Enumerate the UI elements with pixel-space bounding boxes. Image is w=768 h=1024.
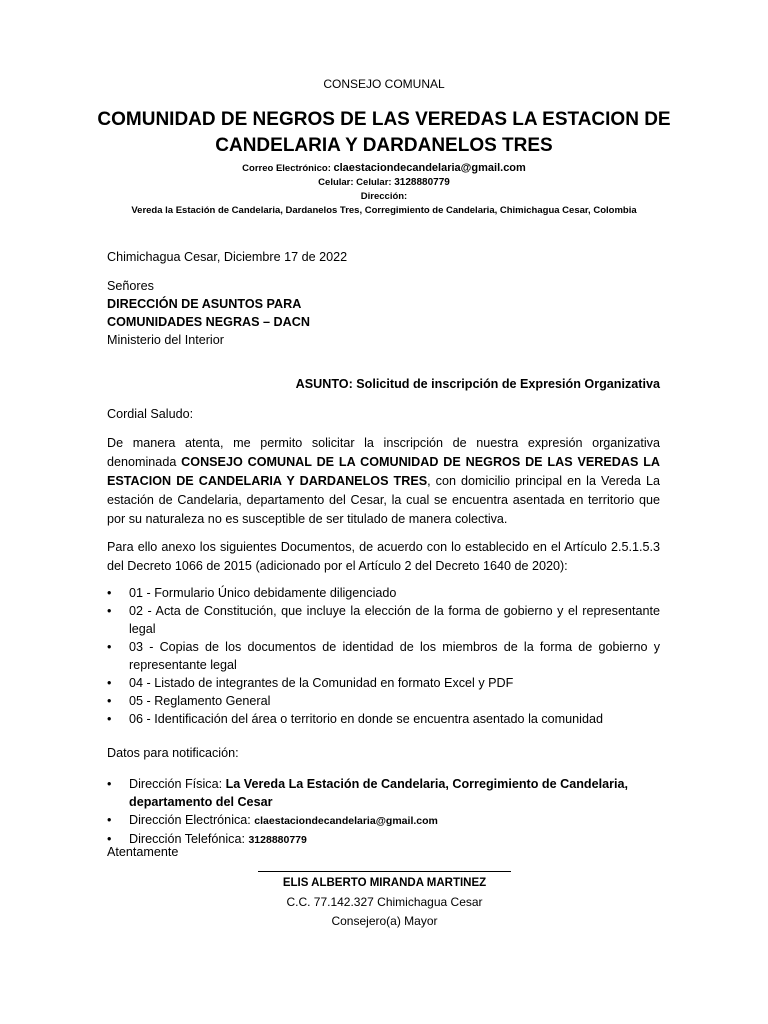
email-value: claestaciondecandelaria@gmail.com xyxy=(333,162,526,174)
document-text: 06 - Identificación del área o territorio en donde se encuentra asentado la comunidad xyxy=(129,712,603,726)
document-text: 03 - Copias de los documentos de identidad de los miembros de la forma de gobierno y representante legal xyxy=(129,640,660,672)
phone-value: 3128880779 xyxy=(394,177,450,188)
bullet: • xyxy=(107,832,112,846)
document-text: 04 - Listado de integrantes de la Comunidad en formato Excel y PDF xyxy=(129,676,514,690)
recipient-line-1: DIRECCIÓN DE ASUNTOS PARA xyxy=(107,297,302,311)
phone-line xyxy=(0,176,768,190)
notification-list xyxy=(107,775,660,849)
greeting: Cordial Saludo: xyxy=(107,407,194,421)
signer-id: C.C. 77.142.327 Chimichagua Cesar xyxy=(286,895,483,909)
notification-title: Datos para notificación: xyxy=(107,746,239,760)
document-text: 05 - Reglamento General xyxy=(129,694,271,708)
email-line xyxy=(0,161,768,176)
bullet: • xyxy=(107,777,112,791)
annex-paragraph: Para ello anexo los siguientes Documentos, de acuerdo con lo establecido en el Artículo 2.5.1.5.3 del Decreto 1066 de 2015 (adicionado por el Artículo 2 del Decreto 1640 de 2020): xyxy=(107,540,660,573)
notif-phone-value: 3128880779 xyxy=(248,834,307,846)
subject-line: ASUNTO: Solicitud de inscripción de Expresión Organizativa xyxy=(295,377,660,391)
list-item xyxy=(107,638,660,674)
address-label: Dirección: xyxy=(360,191,408,202)
council-label: CONSEJO COMUNAL xyxy=(323,77,445,91)
list-item xyxy=(107,710,660,728)
notif-physical-value: La Vereda La Estación de Candelaria, Corregimiento de Candelaria, departamento del Cesar xyxy=(129,777,629,809)
address-value: Vereda la Estación de Candelaria, Dardanelos Tres, Corregimiento de Candelaria, Chimichagua Cesar, Colombia xyxy=(131,205,637,216)
documents-list xyxy=(107,584,660,728)
list-item xyxy=(107,692,660,710)
bullet: • xyxy=(107,712,112,726)
list-item xyxy=(107,674,660,692)
notif-physical xyxy=(107,775,660,811)
closing: Atentamente xyxy=(107,845,179,859)
title-line-1: COMUNIDAD DE NEGROS DE LAS VEREDAS LA ESTACION DE xyxy=(97,109,671,130)
bullet: • xyxy=(107,604,112,618)
notif-email-value: claestaciondecandelaria@gmail.com xyxy=(254,815,438,827)
document-text: 01 - Formulario Único debidamente diligenciado xyxy=(129,586,397,600)
letter-date: Chimichagua Cesar, Diciembre 17 de 2022 xyxy=(107,250,348,264)
bullet: • xyxy=(107,586,112,600)
title-line-2: CANDELARIA Y DARDANELOS TRES xyxy=(215,135,553,156)
signer-name: ELIS ALBERTO MIRANDA MARTINEZ xyxy=(282,877,487,889)
signature-line xyxy=(258,871,511,872)
bullet: • xyxy=(107,813,112,827)
recipient-block xyxy=(107,277,660,349)
intro-paragraph xyxy=(107,434,660,529)
intro-text-c: , con domicilio principal en la Vereda La estación de Candelaria, departamento del Cesar, la cual se encuentra asentada en territorio que por su naturaleza no es susceptible de ser titulado de manera colectiva. xyxy=(107,474,660,526)
recipient-line-2: COMUNIDADES NEGRAS – DACN xyxy=(107,315,310,329)
bullet: • xyxy=(107,640,112,654)
list-item xyxy=(107,584,660,602)
notif-email xyxy=(107,811,660,830)
signer-role: Consejero(a) Mayor xyxy=(331,914,438,928)
list-item xyxy=(107,602,660,638)
recipient-salutation: Señores xyxy=(107,279,154,293)
notif-email-label: Dirección Electrónica: xyxy=(129,813,255,827)
community-title xyxy=(0,107,768,159)
bullet: • xyxy=(107,676,112,690)
document-text: 02 - Acta de Constitución, que incluye la elección de la forma de gobierno y el representante legal xyxy=(129,604,660,636)
intro-text-a: De manera atenta, me permito solicitar la inscripción de nuestra expresión organizativa denominada xyxy=(107,436,660,469)
email-label: Correo Electrónico: xyxy=(242,163,334,174)
intro-org-name: CONSEJO COMUNAL DE LA COMUNIDAD DE NEGROS DE LAS VEREDAS LA ESTACION DE CANDELARIA Y DARDANELOS TRES xyxy=(107,455,660,488)
notif-physical-label: Dirección Física: xyxy=(129,777,226,791)
bullet: • xyxy=(107,694,112,708)
notif-phone-label: Dirección Telefónica: xyxy=(129,832,249,846)
phone-label: Celular: Celular: xyxy=(318,177,395,188)
recipient-line-3: Ministerio del Interior xyxy=(107,333,224,347)
